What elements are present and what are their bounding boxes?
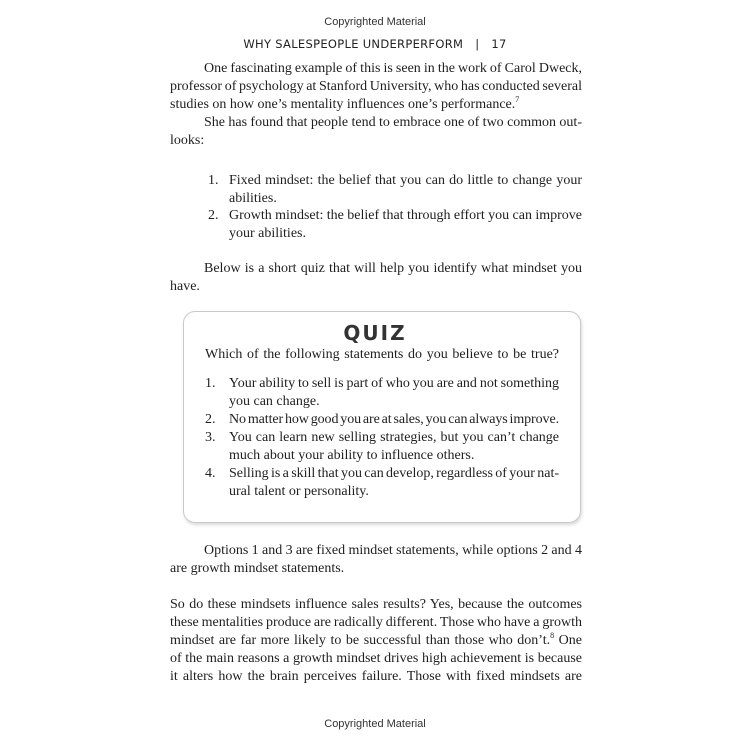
paragraph-line [170, 650, 582, 668]
running-head-title: WHY SALESPEOPLE UNDERPERFORM [243, 37, 464, 51]
list-item-text: Growth mindset: the belief that through effort you can improve [229, 208, 582, 223]
quiz-item-line [229, 465, 559, 483]
list-item-line: abilities. [229, 191, 277, 206]
page-number: 17 [491, 37, 507, 51]
paragraph-text: She has found that people tend to embrace one of two common out- [204, 115, 582, 130]
paragraph-line: looks: [170, 133, 205, 148]
quiz-item-text: Selling is a skill that you can develop, regardless of your nat- [229, 466, 559, 481]
paragraph-line [170, 78, 582, 96]
paragraph-text: One fascinating example of this is seen in the work of Carol Dweck, [204, 61, 582, 76]
paragraph-line [170, 96, 519, 114]
quiz-item-text: Your ability to sell is part of who you are and not something [229, 376, 560, 391]
quiz-question-text: Which of the following statements do you believe to be true? [205, 347, 559, 362]
paragraph-line [204, 60, 582, 78]
quiz-item-text: No matter how good you are at sales, you can always improve. [229, 412, 559, 427]
paragraph-text: professor of psychology at Stanford University, who has conducted several [170, 79, 582, 94]
quiz-item-line [229, 429, 559, 447]
list-item-line [229, 207, 582, 225]
copyright-watermark-bottom: Copyrighted Material [324, 718, 426, 730]
quiz-item-number: 4. [205, 466, 216, 481]
paragraph-text-part: One [554, 633, 582, 648]
list-item-text: Fixed mindset: the belief that you can do little to change your [229, 173, 582, 188]
paragraph-text-part: mindset are far more likely to be successful than those who don’t. [170, 633, 551, 648]
paragraph-text: of the main reasons a growth mindset drives high achievement is because [170, 651, 582, 666]
paragraph-line [170, 632, 582, 650]
copyright-watermark-top: Copyrighted Material [324, 16, 426, 28]
paragraph-text: studies on how one’s mentality influences one’s performance. [170, 97, 516, 112]
list-item-line [229, 172, 582, 190]
footnote-ref: 7 [515, 95, 520, 104]
paragraph-text: So do these mindsets influence sales results? Yes, because the outcomes [170, 597, 582, 612]
running-head [0, 37, 750, 51]
running-head-separator: | [475, 37, 480, 51]
quiz-question [205, 346, 559, 364]
paragraph-line [204, 260, 582, 278]
paragraph-line [204, 542, 582, 560]
list-item-line: your abilities. [229, 226, 306, 241]
quiz-item-text: You can learn new selling strategies, but you can’t change [229, 430, 559, 445]
list-number: 1. [208, 173, 219, 188]
paragraph-line [170, 596, 582, 614]
paragraph-line [170, 668, 582, 686]
quiz-item-number: 3. [205, 430, 216, 445]
paragraph-line: have. [170, 279, 200, 294]
paragraph-line: are growth mindset statements. [170, 561, 345, 576]
quiz-title: QUIZ [343, 321, 407, 345]
paragraph-text: these mentalities produce are radically different. Those who have a growth [170, 615, 582, 630]
paragraph-text: Below is a short quiz that will help you identify what mindset you [204, 261, 582, 276]
quiz-item-line: you can change. [229, 394, 320, 409]
paragraph-text [170, 632, 582, 650]
footnote-ref: 8 [550, 631, 555, 640]
paragraph-text: Options 1 and 3 are fixed mindset statements, while options 2 and 4 [204, 543, 582, 558]
list-number: 2. [208, 208, 219, 223]
quiz-item-line [229, 375, 559, 393]
paragraph-line [204, 114, 582, 132]
paragraph-line [170, 614, 582, 632]
quiz-item-number: 2. [205, 412, 216, 427]
paragraph-text: it alters how the brain perceives failure. Those with fixed mindsets are [170, 669, 582, 684]
quiz-item-number: 1. [205, 376, 216, 391]
quiz-item-line: ural talent or personality. [229, 484, 369, 499]
quiz-item-line [229, 411, 559, 429]
quiz-item-line: much about your ability to influence others. [229, 448, 475, 463]
